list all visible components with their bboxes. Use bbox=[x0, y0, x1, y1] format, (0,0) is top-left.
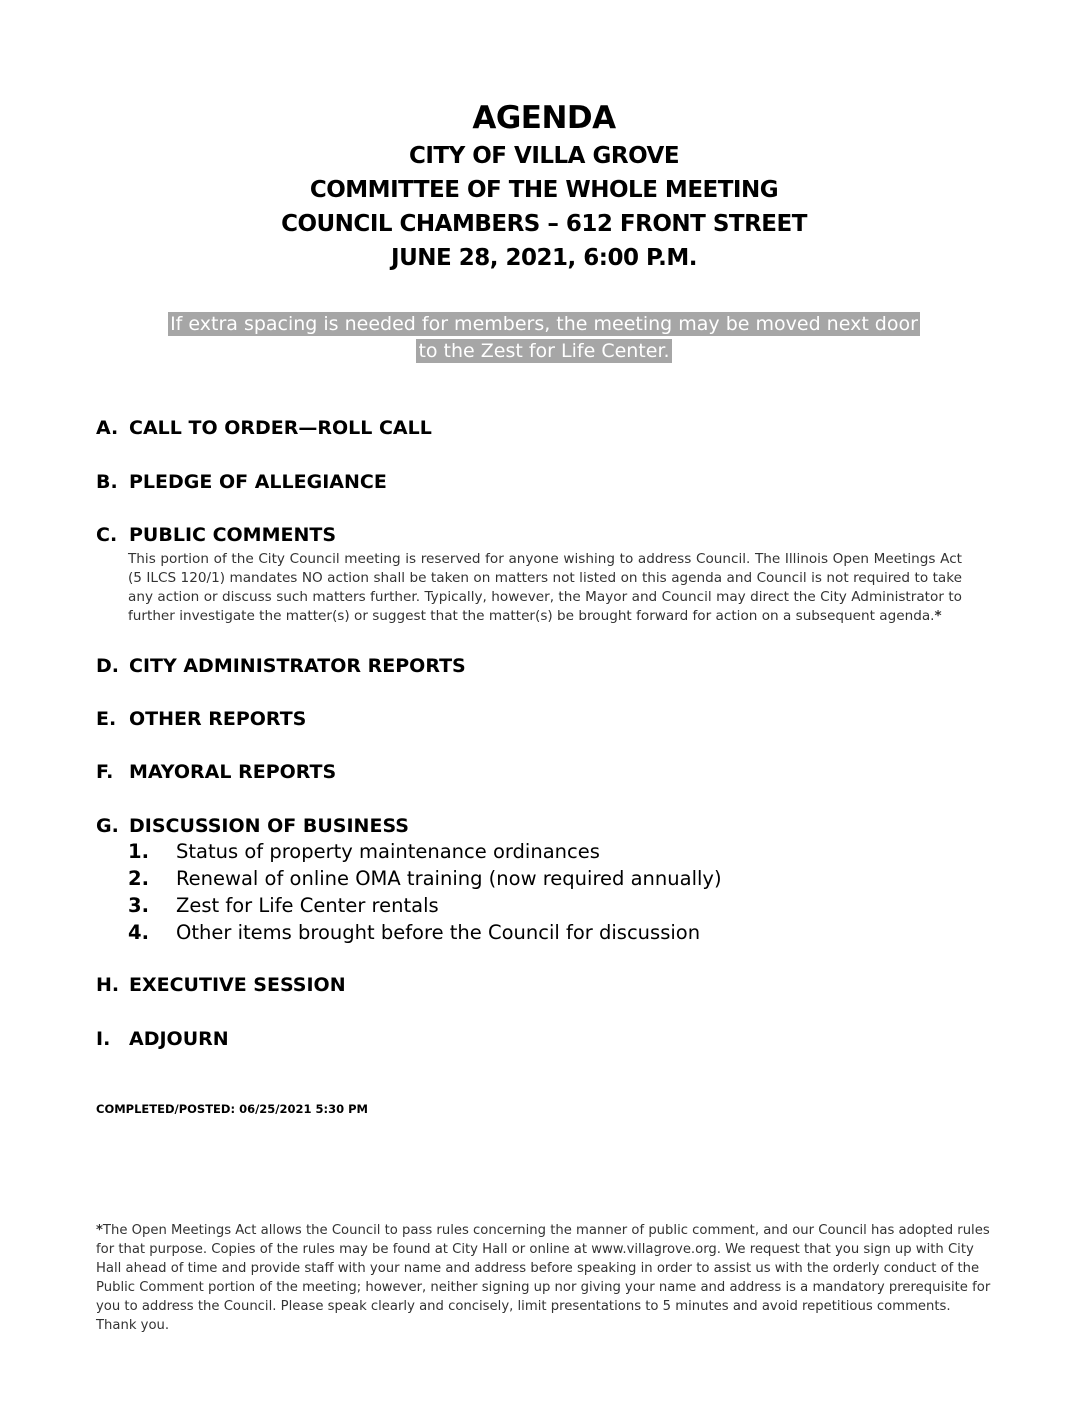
item-text: Zest for Life Center rentals bbox=[176, 894, 439, 917]
section-title: CITY ADMINISTRATOR REPORTS bbox=[129, 655, 466, 677]
section-adjourn bbox=[96, 1028, 229, 1050]
footnote-mark: * bbox=[934, 608, 942, 624]
spacing-notice bbox=[0, 311, 1088, 365]
public-comments-text bbox=[128, 550, 962, 626]
item-text: Renewal of online OMA training (now required annually) bbox=[176, 867, 722, 890]
section-discussion-of-business bbox=[96, 815, 409, 837]
notice-line-2: to the Zest for Life Center. bbox=[418, 340, 670, 362]
item-number: 2. bbox=[128, 867, 149, 890]
section-letter: G. bbox=[96, 815, 119, 837]
section-administrator-reports bbox=[96, 655, 466, 677]
item-text: Other items brought before the Council for discussion bbox=[176, 921, 701, 944]
section-letter: C. bbox=[96, 524, 118, 546]
posted-label: COMPLETED/POSTED: bbox=[96, 1102, 236, 1116]
item-text: Status of property maintenance ordinances bbox=[176, 840, 600, 863]
section-other-reports bbox=[96, 708, 306, 730]
posted-stamp bbox=[96, 1102, 368, 1116]
footnote-mark: * bbox=[96, 1223, 103, 1238]
city-name: CITY OF VILLA GROVE bbox=[408, 143, 680, 169]
footnote bbox=[96, 1221, 992, 1335]
section-letter: A. bbox=[96, 417, 119, 439]
section-pledge bbox=[96, 471, 387, 493]
section-letter: E. bbox=[96, 708, 117, 730]
item-number: 3. bbox=[128, 894, 149, 917]
meeting-location: COUNCIL CHAMBERS – 612 FRONT STREET bbox=[281, 211, 807, 237]
section-letter: D. bbox=[96, 655, 119, 677]
section-mayoral-reports bbox=[96, 761, 336, 783]
public-comments-body: This portion of the City Council meeting is reserved for anyone wishing to address Council. The Illinois Open Meetings Act (5 ILCS 120/1) mandates NO action shall be taken on matters not listed on this agenda and Council is not required to take any action or discuss such matters further. Typically, however, the Mayor and Council may direct the City Administrator to further investigate the matter(s) or suggest that the matter(s) be brought forward for action on a subsequent agenda. bbox=[128, 551, 962, 624]
meeting-datetime: JUNE 28, 2021, 6:00 P.M. bbox=[391, 245, 697, 271]
section-title: DISCUSSION OF BUSINESS bbox=[129, 815, 409, 837]
section-letter: H. bbox=[96, 974, 120, 996]
footnote-text: The Open Meetings Act allows the Council to pass rules concerning the manner of public comment, and our Council has adopted rules for that purpose. Copies of the rules may be found at City Hall or online at www.villagrove.org. We request that you sign up with City Hall ahead of time and provide staff with your name and address before speaking in order to assist us with the orderly conduct of the Public Comment portion of the meeting; however, neither signing up nor giving your name and address is a mandatory prerequisite for you to address the Council. Please speak clearly and concisely, limit presentations to 5 minutes and avoid repetitious comments. Thank you. bbox=[96, 1223, 991, 1333]
section-title: OTHER REPORTS bbox=[129, 708, 307, 730]
section-public-comments bbox=[96, 524, 336, 546]
section-letter: I. bbox=[96, 1028, 111, 1050]
posted-value: 06/25/2021 5:30 PM bbox=[239, 1102, 368, 1116]
item-number: 1. bbox=[128, 840, 149, 863]
section-title: PUBLIC COMMENTS bbox=[129, 524, 337, 546]
meeting-name: COMMITTEE OF THE WHOLE MEETING bbox=[309, 177, 779, 203]
section-title: MAYORAL REPORTS bbox=[129, 761, 337, 783]
notice-line-1: If extra spacing is needed for members, the meeting may be moved next door bbox=[170, 313, 918, 335]
item-number: 4. bbox=[128, 921, 149, 944]
section-title: PLEDGE OF ALLEGIANCE bbox=[129, 471, 387, 493]
section-title: ADJOURN bbox=[129, 1028, 229, 1050]
agenda-title: AGENDA bbox=[472, 100, 616, 136]
section-call-to-order bbox=[96, 417, 432, 439]
section-letter: F. bbox=[96, 761, 114, 783]
section-title: CALL TO ORDER—ROLL CALL bbox=[129, 417, 432, 439]
section-letter: B. bbox=[96, 471, 118, 493]
section-title: EXECUTIVE SESSION bbox=[129, 974, 346, 996]
section-executive-session bbox=[96, 974, 346, 996]
